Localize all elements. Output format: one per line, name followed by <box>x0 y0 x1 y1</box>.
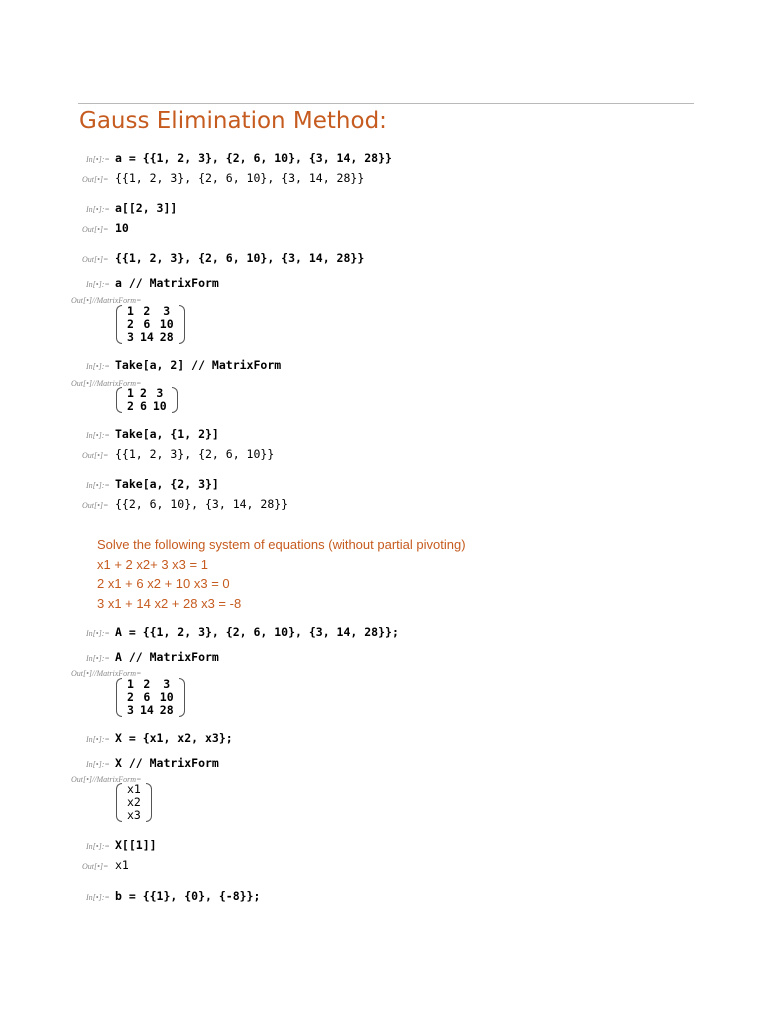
out-matrix-label: Out[•]//MatrixForm= <box>71 379 142 388</box>
matrix-cell: 3 <box>127 330 134 344</box>
equation-1: x1 + 2 x2+ 3 x3 = 1 <box>97 557 208 572</box>
top-divider <box>78 103 694 104</box>
matrix-cell: x3 <box>127 808 141 822</box>
matrix-cell: 6 <box>143 317 151 331</box>
input-cell[interactable]: X[[1]] <box>115 838 157 852</box>
matrix-output <box>116 305 185 344</box>
out-label: Out[•]= <box>82 225 109 234</box>
matrix-cell: 28 <box>159 703 174 717</box>
matrix-cell: 3 <box>156 386 164 400</box>
output-cell: 10 <box>115 221 129 235</box>
in-label: In[•]:= <box>86 431 110 440</box>
input-cell[interactable]: X = {x1, x2, x3}; <box>115 731 233 745</box>
matrix-cell: 1 <box>127 304 134 318</box>
matrix-cell: 14 <box>139 330 154 344</box>
problem-heading: Solve the following system of equations (without partial pivoting) <box>97 537 466 552</box>
out-matrix-label: Out[•]//MatrixForm= <box>71 296 142 305</box>
right-paren <box>179 305 185 344</box>
input-cell[interactable]: a = {{1, 2, 3}, {2, 6, 10}, {3, 14, 28}} <box>115 151 392 165</box>
out-matrix-label: Out[•]//MatrixForm= <box>71 775 142 784</box>
matrix-cell: 10 <box>159 317 174 331</box>
out-label: Out[•]= <box>82 501 109 510</box>
input-cell[interactable]: Take[a, {1, 2}] <box>115 427 219 441</box>
input-cell[interactable]: a // MatrixForm <box>115 276 219 290</box>
matrix-cell: 2 <box>127 317 134 331</box>
in-label: In[•]:= <box>86 842 110 851</box>
input-cell[interactable]: Take[a, {2, 3}] <box>115 477 219 491</box>
matrix-cell: 1 <box>127 677 134 691</box>
left-paren <box>116 305 122 344</box>
matrix-cell: 2 <box>127 399 134 413</box>
right-paren <box>146 783 152 822</box>
input-cell[interactable]: Take[a, 2] // MatrixForm <box>115 358 282 372</box>
out-label: Out[•]= <box>82 175 109 184</box>
matrix-cell: x2 <box>127 795 141 809</box>
output-cell: x1 <box>115 858 129 872</box>
equation-3: 3 x1 + 14 x2 + 28 x3 = -8 <box>97 596 242 611</box>
in-label: In[•]:= <box>86 629 110 638</box>
in-label: In[•]:= <box>86 362 110 371</box>
in-label: In[•]:= <box>86 280 110 289</box>
matrix-cell: 10 <box>159 690 174 704</box>
out-matrix-label: Out[•]//MatrixForm= <box>71 669 142 678</box>
matrix-cell: 2 <box>143 304 151 318</box>
right-paren <box>172 387 178 413</box>
out-label: Out[•]= <box>82 451 109 460</box>
right-paren <box>179 678 185 717</box>
matrix-cell: x1 <box>127 782 141 796</box>
in-label: In[•]:= <box>86 155 110 164</box>
in-label: In[•]:= <box>86 735 110 744</box>
matrix-cell: 6 <box>143 690 151 704</box>
matrix-output <box>116 387 178 413</box>
matrix-cell: 10 <box>152 399 167 413</box>
matrix-cell: 2 <box>139 386 147 400</box>
output-cell: {{1, 2, 3}, {2, 6, 10}, {3, 14, 28}} <box>115 251 365 265</box>
in-label: In[•]:= <box>86 205 110 214</box>
output-cell: {{1, 2, 3}, {2, 6, 10}} <box>115 447 275 461</box>
matrix-cell: 2 <box>127 690 134 704</box>
matrix-cell: 3 <box>127 703 134 717</box>
out-label: Out[•]= <box>82 862 109 871</box>
equation-2: 2 x1 + 6 x2 + 10 x3 = 0 <box>97 576 230 591</box>
in-label: In[•]:= <box>86 893 110 902</box>
matrix-cell: 14 <box>139 703 154 717</box>
matrix-cell: 3 <box>163 677 171 691</box>
left-paren <box>116 678 122 717</box>
input-cell[interactable]: A // MatrixForm <box>115 650 219 664</box>
matrix-cell: 6 <box>139 399 147 413</box>
out-label: Out[•]= <box>82 255 109 264</box>
left-paren <box>116 387 122 413</box>
matrix-cell: 1 <box>127 386 134 400</box>
input-cell[interactable]: A = {{1, 2, 3}, {2, 6, 10}, {3, 14, 28}}; <box>115 625 399 639</box>
output-cell: {{1, 2, 3}, {2, 6, 10}, {3, 14, 28}} <box>115 171 365 185</box>
in-label: In[•]:= <box>86 654 110 663</box>
left-paren <box>116 783 122 822</box>
page-title: Gauss Elimination Method: <box>79 108 387 134</box>
matrix-cell: 2 <box>143 677 151 691</box>
matrix-cell: 28 <box>159 330 174 344</box>
matrix-output <box>116 678 185 717</box>
input-cell[interactable]: b = {{1}, {0}, {-8}}; <box>115 889 261 903</box>
in-label: In[•]:= <box>86 481 110 490</box>
input-cell[interactable]: a[[2, 3]] <box>115 201 178 215</box>
matrix-cell: 3 <box>163 304 171 318</box>
input-cell[interactable]: X // MatrixForm <box>115 756 219 770</box>
vector-output <box>116 783 152 822</box>
in-label: In[•]:= <box>86 760 110 769</box>
output-cell: {{2, 6, 10}, {3, 14, 28}} <box>115 497 289 511</box>
